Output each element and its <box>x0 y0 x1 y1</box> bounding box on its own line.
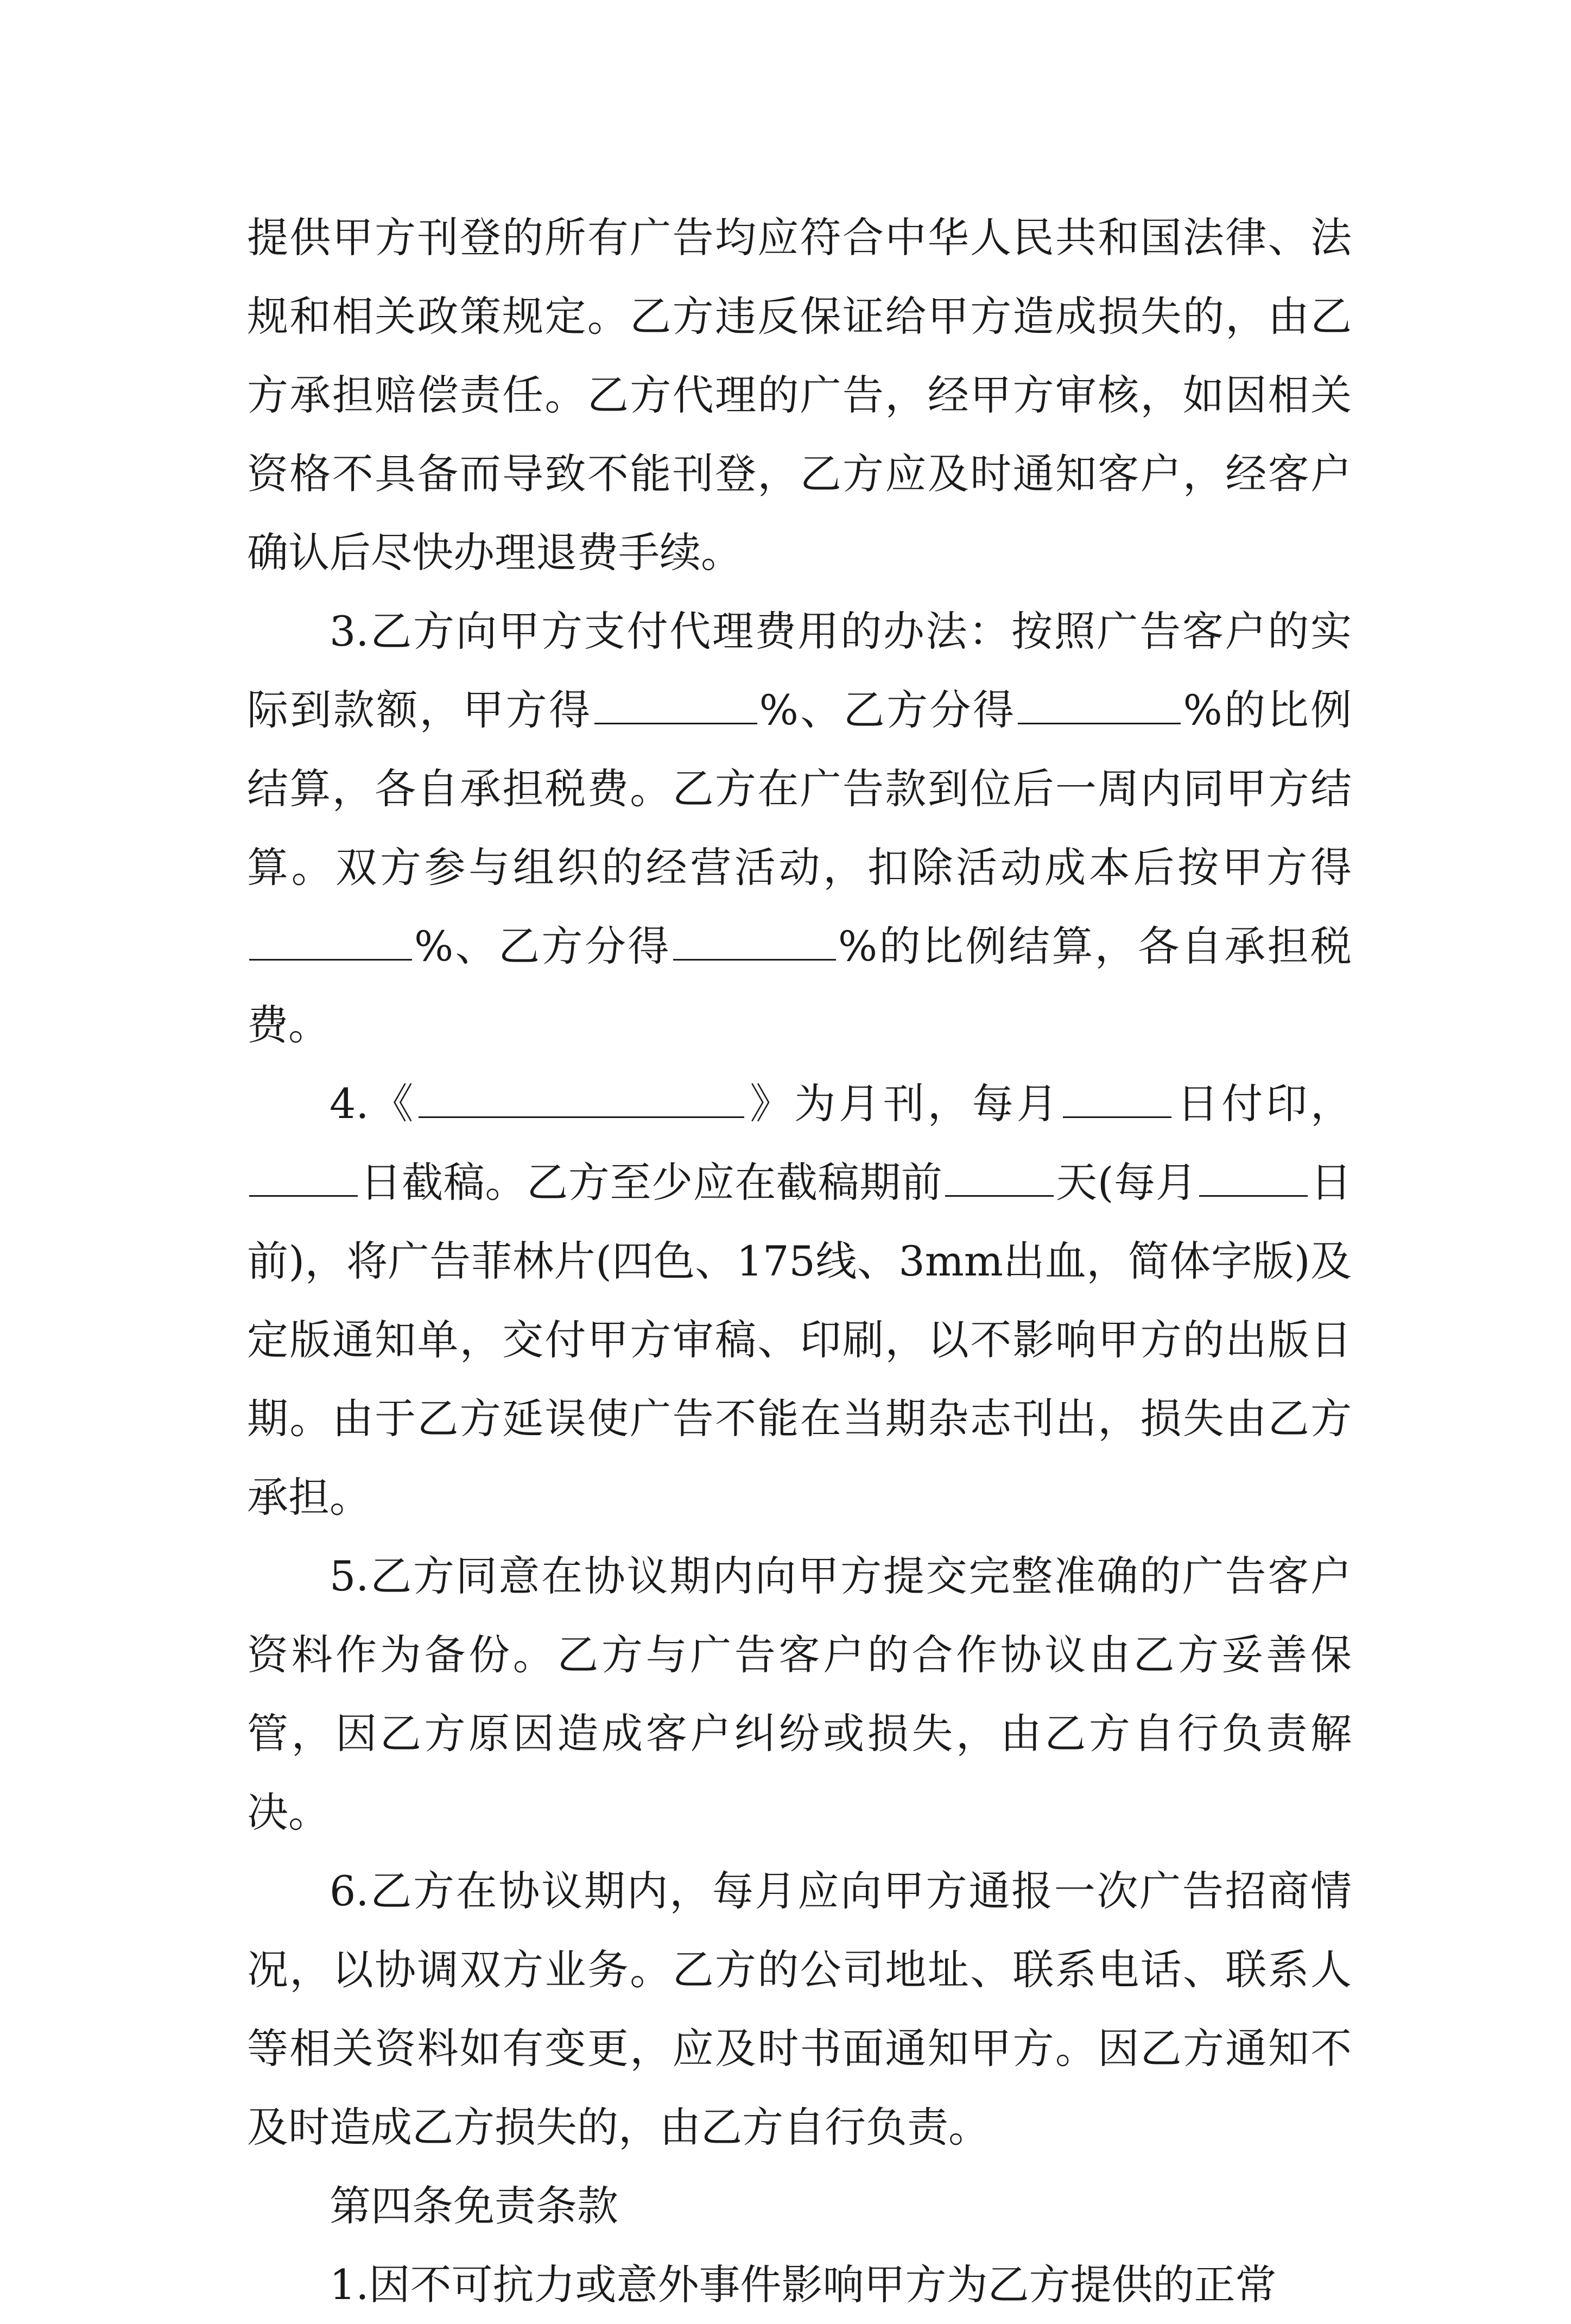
payment-text-3: %的比例结算，各自承担税费。乙方在广告款到位后一周内同甲方结算。双方参与组织的经营活动，扣除活动成本后按甲方得 <box>247 686 1352 892</box>
activity-party-b-percent-blank <box>673 913 836 961</box>
party-a-percent-blank <box>594 677 757 724</box>
deadline-day-blank <box>249 1150 358 1197</box>
paragraph-compliance: 提供甲方刊登的所有广告均应符合中华人民共和国法律、法规和相关政策规定。乙方违反保证给甲方造成损失的，由乙方承担赔偿责任。乙方代理的广告，经甲方审核，如因相关资格不具备而导致不能刊登，乙方应及时通知客户，经客户确认后尽快办理退费手续。 <box>247 213 1352 577</box>
magazine-title-blank <box>419 1071 744 1118</box>
payment-text-4: %、乙方分得 <box>414 922 671 970</box>
days-before-blank <box>945 1150 1054 1197</box>
paragraph-payment-method <box>247 592 1352 1064</box>
schedule-text-2: 》为月刊，每月 <box>746 1079 1061 1128</box>
party-b-percent-blank <box>1018 677 1181 724</box>
paragraph-force-majeure: 1.因不可抗力或意外事件影响甲方为乙方提供的正常 <box>330 2260 1277 2309</box>
print-day-blank <box>1063 1071 1171 1118</box>
payment-text-5: %的比例结算，各自承担税费。 <box>247 922 1352 1049</box>
schedule-text-6: 日前)，将广告菲林片(四色、175线、3mm出血，简体字版)及定版通知单，交付甲方审稿、印刷，以不影响甲方的出版日期。由于乙方延误使广告不能在当期杂志刊出，损失由乙方承担。 <box>247 1158 1352 1521</box>
schedule-text-4: 日截稿。乙方至少应在截稿期前 <box>360 1158 943 1207</box>
schedule-text-5: 天(每月 <box>1055 1158 1198 1207</box>
activity-party-a-percent-blank <box>249 913 412 961</box>
document-page <box>247 198 1352 2324</box>
schedule-text-3: 日付印， <box>1174 1079 1352 1128</box>
paragraph-client-records: 5.乙方同意在协议期内向甲方提交完整准确的广告客户资料作为备份。乙方与广告客户的合作协议由乙方妥善保管，因乙方原因造成客户纠纷或损失，由乙方自行负责解决。 <box>247 1552 1352 1836</box>
paragraph-monthly-report: 6.乙方在协议期内，每月应向甲方通报一次广告招商情况，以协调双方业务。乙方的公司地址、联系电话、联系人等相关资料如有变更，应及时书面通知甲方。因乙方通知不及时造成乙方损失的，由乙方自行负责。 <box>247 1867 1352 2151</box>
monthly-day-blank <box>1199 1150 1308 1197</box>
payment-text-2: %、乙方分得 <box>759 686 1016 734</box>
section-heading-disclaimer: 第四条免责条款 <box>330 2182 618 2230</box>
paragraph-publication-schedule <box>247 1064 1352 1537</box>
schedule-text-1: 4.《 <box>330 1079 417 1128</box>
payment-text-1: 3.乙方向甲方支付代理费用的办法：按照广告客户的实际到款额，甲方得 <box>247 607 1352 734</box>
